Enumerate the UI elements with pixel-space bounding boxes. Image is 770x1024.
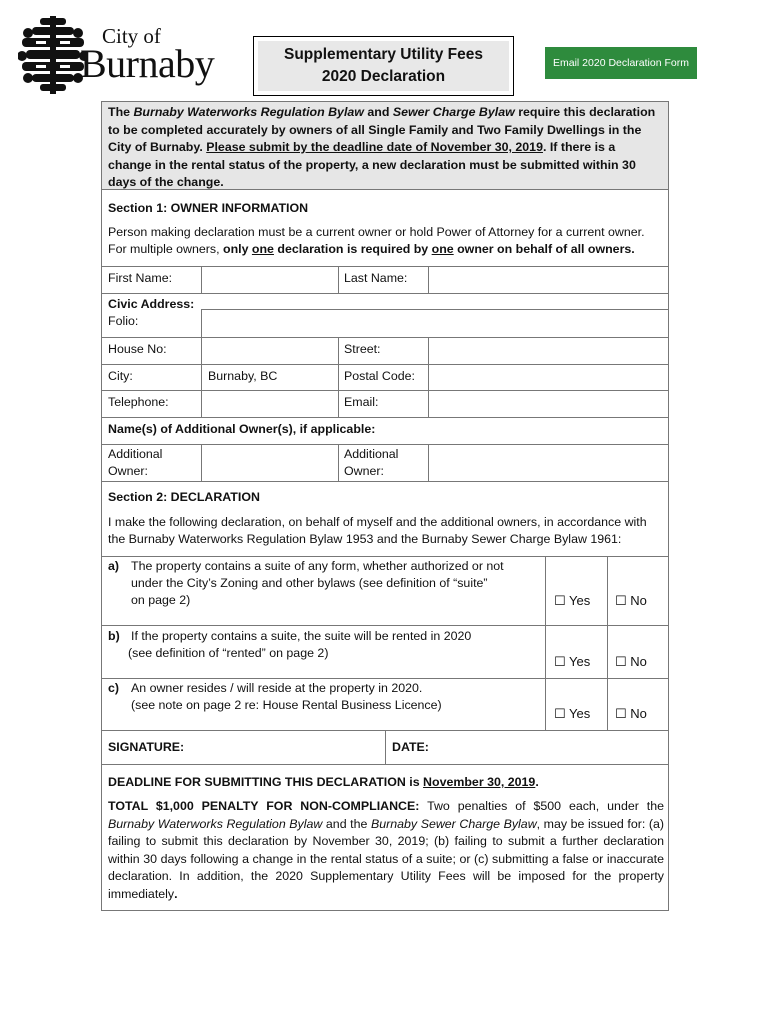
postal-code-field[interactable] — [430, 366, 666, 389]
house-no-label: House No: — [108, 342, 167, 356]
city-field[interactable]: Burnaby, BC — [208, 369, 278, 383]
declaration-form — [101, 101, 669, 911]
additional-owner-2-label: Additional Owner: — [344, 447, 399, 478]
item-c-no-checkbox[interactable]: ☐ No — [615, 706, 647, 721]
city-label: City: — [108, 369, 133, 383]
item-c-text: An owner resides / will reside at the property in 2020. (see note on page 2 re: House Rental Business Licence) — [131, 681, 442, 712]
email-field[interactable] — [430, 392, 666, 416]
item-b-letter: b) — [108, 629, 120, 643]
item-b-no-checkbox[interactable]: ☐ No — [615, 654, 647, 669]
email-declaration-button[interactable]: Email 2020 Declaration Form — [545, 47, 697, 79]
section1-heading: Section 1: OWNER INFORMATION — [108, 201, 309, 215]
telephone-label: Telephone: — [108, 395, 169, 409]
snowflake-tree-icon — [18, 16, 88, 94]
email-label: Email: — [344, 395, 379, 409]
item-c-yes-checkbox[interactable]: ☐ Yes — [554, 706, 591, 721]
folio-field[interactable] — [203, 311, 666, 336]
signature-label: SIGNATURE: — [108, 740, 185, 754]
folio-label: Folio: — [108, 314, 139, 328]
item-b-text: If the property contains a suite, the suite will be rented in 2020 (see definition of “rented” on page 2) — [128, 629, 472, 660]
postal-code-label: Postal Code: — [344, 369, 415, 383]
section2-instructions: I make the following declaration, on behalf of myself and the additional owners, in accordance with the Burnaby Waterworks Regulation Bylaw 1953 and the Burnaby Sewer Charge Bylaw 1961: — [108, 515, 647, 546]
date-label: DATE: — [392, 740, 429, 754]
date-field[interactable] — [437, 733, 665, 761]
item-a-no-checkbox[interactable]: ☐ No — [615, 593, 647, 608]
item-a-yes-checkbox[interactable]: ☐ Yes — [554, 593, 591, 608]
first-name-field[interactable] — [203, 268, 337, 292]
civic-address-label: Civic Address: — [108, 297, 195, 311]
form-title-box — [253, 36, 514, 96]
penalty-notice: TOTAL $1,000 PENALTY FOR NON-COMPLIANCE: Two penalties of $500 each, under the Burnaby Waterworks Regulation Bylaw and the Burnaby Sewer Charge Bylaw, may be issued for: (a) failing to submit this declaration by November 30, 2019; (b) failing to submit a further declaration within 30 days following a change in the rental status of a suite; or (c) submitting a false or inaccurate declaration. In addition, the 2020 Supplementary Utility Fees will be imposed for the property immediately. — [108, 799, 665, 901]
first-name-label: First Name: — [108, 271, 173, 285]
logo-text-burnaby: Burnaby — [80, 41, 215, 86]
last-name-field[interactable] — [430, 268, 666, 292]
item-a-letter: a) — [108, 559, 120, 573]
form-subtitle: 2020 Declaration — [321, 68, 446, 85]
logo-text-city-of: City of — [102, 24, 161, 48]
last-name-label: Last Name: — [344, 271, 408, 285]
telephone-field[interactable] — [203, 392, 337, 416]
street-field[interactable] — [430, 339, 666, 363]
additional-owner-2-field[interactable] — [430, 446, 666, 480]
city-logo — [18, 16, 215, 96]
item-a-text: The property contains a suite of any form, whether authorized or not under the City’s Zoning and other bylaws (see definition of “suite” on page 2) — [131, 559, 504, 607]
house-no-field[interactable] — [203, 339, 337, 363]
additional-owner-1-label: Additional Owner: — [108, 447, 163, 478]
section1-instructions: Person making declaration must be a current owner or hold Power of Attorney for a current owner. For multiple owners, only one declaration is required by one owner on behalf of all owners. — [108, 225, 645, 256]
intro-paragraph: The Burnaby Waterworks Regulation Bylaw and Sewer Charge Bylaw require this declaration to be completed accurately by owners of all Single Family and Two Family Dwellings in the City of Burnaby. Please submit by the deadline date of November 30, 2019. If there is a change in the rental status of the property, a new declaration must be submitted within 30 days of the change. — [102, 102, 668, 190]
additional-owners-heading: Name(s) of Additional Owner(s), if applicable: — [108, 422, 376, 436]
item-c-letter: c) — [108, 681, 120, 695]
deadline-notice: DEADLINE FOR SUBMITTING THIS DECLARATION is November 30, 2019. — [108, 775, 539, 789]
section2-heading: Section 2: DECLARATION — [108, 490, 260, 504]
street-label: Street: — [344, 342, 381, 356]
signature-field[interactable] — [202, 733, 382, 761]
item-b-yes-checkbox[interactable]: ☐ Yes — [554, 654, 591, 669]
form-title: Supplementary Utility Fees — [284, 46, 483, 63]
additional-owner-1-field[interactable] — [203, 446, 337, 480]
